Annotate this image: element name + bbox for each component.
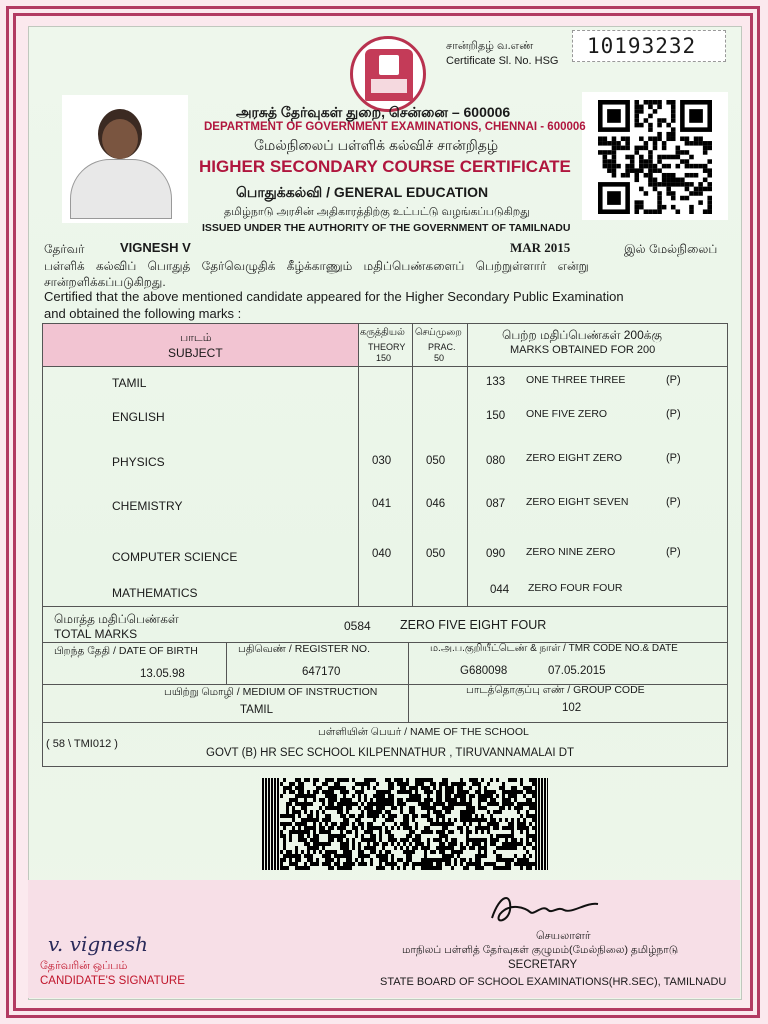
row-prac: 050 [426,548,446,560]
total-value: 0584 [344,619,371,633]
secretary-en: SECRETARY [508,959,578,971]
row-words: ZERO FOUR FOUR [528,582,623,594]
issued-en: ISSUED UNDER THE AUTHORITY OF THE GOVERNMENT OF TAMILNADU [202,222,571,234]
row-words: ZERO EIGHT ZERO [526,452,623,464]
secretary-signature-icon [486,888,606,930]
row-pass: (P) [666,408,681,420]
row-subject: COMPUTER SCIENCE [112,550,238,564]
qr-code-icon [598,100,712,214]
medium-value: TAMIL [240,704,274,716]
candidate-sig-label-en: CANDIDATE'S SIGNATURE [40,975,185,987]
row-total: 080 [486,455,506,467]
barcode-icon [262,778,548,870]
prac-header-en: PRAC. [428,342,456,352]
total-label-en: TOTAL MARKS [54,627,138,641]
row-subject: MATHEMATICS [112,586,198,600]
serial-number: 10193232 [587,34,697,58]
prac-max: 50 [434,353,445,363]
row-total: 044 [490,584,510,596]
row-words: ZERO EIGHT SEVEN [526,496,629,508]
tmr-code: G680098 [460,665,508,677]
candidate-label-ta: தேர்வர் [44,242,85,256]
tamilnadu-emblem-icon [350,36,426,112]
tmr-date: 07.05.2015 [548,665,606,677]
row-theory: 041 [372,498,392,510]
row-pass: (P) [666,452,681,464]
dept-title-ta: அரசுத் தேர்வுகள் துறை, சென்னை – 600006 [236,104,511,120]
statement-line2: பள்ளிக் கல்விப் பொதுத் தேர்வெழுதிக் கீழ்க்காணும் மதிப்பெண்களைப் பெற்றுள்ளார் என்று [44,259,589,273]
row-subject: ENGLISH [112,410,165,424]
subject-header-ta: பாடம் [180,332,212,344]
row-pass: (P) [666,546,681,558]
serial-label-ta: சான்றிதழ் வ.எண் [446,40,534,52]
row-prac: 046 [426,498,446,510]
dob-label: பிறந்த தேதி / DATE OF BIRTH [54,645,198,657]
subject-header-en: SUBJECT [168,346,223,360]
cert-title-en: HIGHER SECONDARY COURSE CERTIFICATE [199,157,571,176]
board-ta: மாநிலப் பள்ளித் தேர்வுகள் குழுமம்(மேல்நிலை) தமிழ்நாடு [402,944,679,956]
marks-header-ta: பெற்ற மதிப்பெண்கள் 200க்கு [502,328,663,342]
exam-session: MAR 2015 [510,240,571,255]
statement-line1-tail: இல் மேல்நிலைப் [624,242,718,256]
group-label: பாடத்தொகுப்பு எண் / GROUP CODE [466,684,645,696]
cert-title-ta: மேல்நிலைப் பள்ளிக் கல்விச் சான்றிதழ் [254,137,499,153]
candidate-name: VIGNESH V [120,240,191,255]
candidate-signature: v. vignesh [48,932,148,956]
education-type: பொதுக்கல்வி / GENERAL EDUCATION [236,184,489,200]
row-total: 090 [486,548,506,560]
serial-label-en: Certificate Sl. No. HSG [446,55,559,67]
row-subject: CHEMISTRY [112,499,183,513]
row-total: 133 [486,376,506,388]
theory-header-en: THEORY [368,342,406,352]
row-words: ONE THREE THREE [526,374,626,386]
issued-ta: தமிழ்நாடு அரசின் அதிகாரத்திற்கு உட்பட்டு வழங்கப்படுகிறது [224,206,530,218]
date-of-birth: 13.05.98 [140,668,185,680]
register-label: பதிவெண் / REGISTER NO. [238,643,371,655]
candidate-photo [62,95,188,223]
row-theory: 040 [372,548,392,560]
school-name: GOVT (B) HR SEC SCHOOL KILPENNATHUR , TIRUVANNAMALAI DT [206,747,575,759]
medium-label: பயிற்று மொழி / MEDIUM OF INSTRUCTION [164,686,378,698]
row-words: ZERO NINE ZERO [526,546,616,558]
certified-en-2: and obtained the following marks : [44,306,242,321]
certified-en-1: Certified that the above mentioned candidate appeared for the Higher Secondary Public Examination [44,289,624,304]
board-en: STATE BOARD OF SCHOOL EXAMINATIONS(HR.SEC), TAMILNADU [380,976,727,988]
theory-header-ta: கருத்தியல் [360,327,405,338]
row-subject: TAMIL [112,376,147,390]
group-code: 102 [562,702,582,714]
school-label: பள்ளியின் பெயர் / NAME OF THE SCHOOL [318,726,529,738]
row-theory: 030 [372,455,392,467]
total-words: ZERO FIVE EIGHT FOUR [400,618,547,632]
secretary-ta: செயலாளர் [536,930,591,942]
register-number: 647170 [302,666,341,678]
row-prac: 050 [426,455,446,467]
school-code: ( 58 \ TMI012 ) [46,738,118,750]
candidate-sig-label-ta: தேர்வரின் ஒப்பம் [40,960,128,972]
row-pass: (P) [666,374,681,386]
qr-code [582,92,728,220]
row-words: ONE FIVE ZERO [526,408,608,420]
total-label-ta: மொத்த மதிப்பெண்கள் [54,612,179,626]
row-subject: PHYSICS [112,455,165,469]
row-total: 087 [486,498,506,510]
marks-header-en: MARKS OBTAINED FOR 200 [510,344,656,356]
prac-header-ta: செய்முறை [415,327,462,338]
row-pass: (P) [666,496,681,508]
serial-number-box [572,30,726,62]
statement-line3: சான்றளிக்கப்படுகிறது. [44,275,166,289]
theory-max: 150 [376,353,392,363]
dept-title-en: DEPARTMENT OF GOVERNMENT EXAMINATIONS, CHENNAI - 600006 [204,121,586,133]
row-total: 150 [486,410,506,422]
tmr-label: ம.அ.ப.குறியீட்டெண் & நாள் / TMR CODE NO.& DATE [430,643,678,654]
